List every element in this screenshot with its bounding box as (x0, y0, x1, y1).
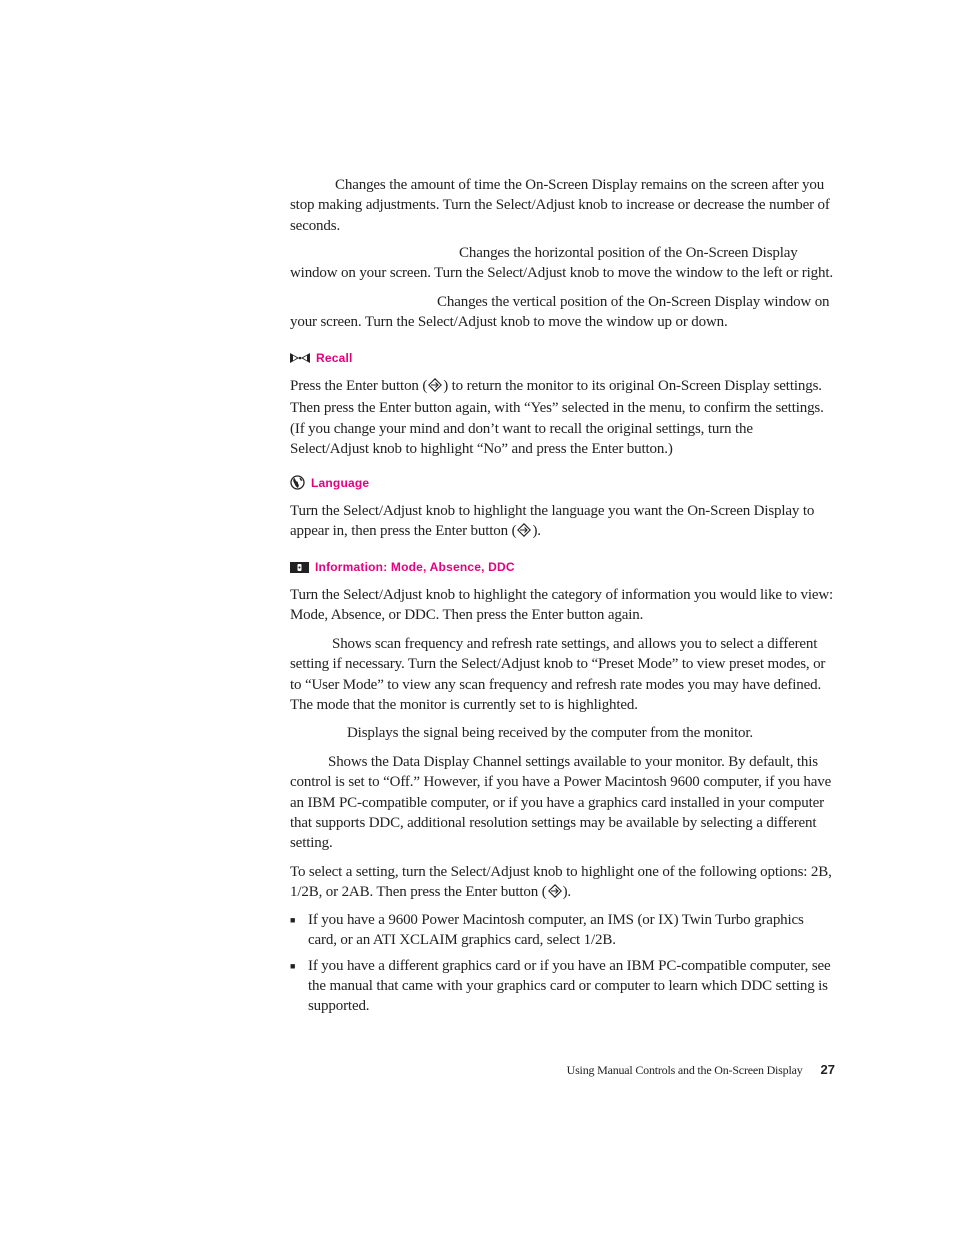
info-icon (290, 562, 309, 573)
absence-paragraph: Displays the signal being received by the computer from the monitor. (347, 725, 753, 742)
information-heading-text: Information: Mode, Absence, DDC (315, 560, 515, 574)
language-text-after: ). (532, 523, 541, 540)
osd-duration-section (290, 175, 835, 236)
page-number: 27 (820, 1062, 835, 1077)
enter-button-icon (428, 378, 442, 398)
language-heading (290, 475, 835, 490)
horizontal-position-section (290, 243, 835, 284)
recall-text-before: Press the Enter button ( (290, 378, 428, 394)
recall-text-after: ) to return the monitor to its original On-Screen Display settings. Then press the Enter button again, with “Yes” selected in the menu, to confirm the settings. (If you change your mind and don’t want to recall the original settings, turn the Select/Adjust knob to highlight “No” and press the Enter button.) (290, 378, 824, 458)
language-text-before: Turn the Select/Adjust knob to highlight the language you want the On-Screen Display to appear in, then press the Enter button ( (290, 503, 815, 540)
ddc-options-list (290, 910, 835, 1017)
osd-duration-paragraph: Changes the amount of time the On-Screen Display remains on the screen after you stop making adjustments. Turn the Select/Adjust knob to increase or decrease the number of seconds. (290, 177, 830, 234)
vertical-position-section (290, 292, 835, 333)
select-setting-paragraph (290, 862, 835, 905)
recall-heading (290, 351, 835, 365)
recall-body (290, 376, 835, 460)
enter-button-icon (517, 523, 531, 543)
horizontal-position-paragraph: Changes the horizontal position of the On-Screen Display window on your screen. Turn the Select/Adjust knob to move the window to the left or right. (290, 245, 833, 282)
enter-button-icon (548, 884, 562, 904)
recall-section (290, 351, 835, 365)
running-title: Using Manual Controls and the On-Screen Display (566, 1063, 803, 1077)
information-heading (290, 560, 835, 574)
recall-heading-text: Recall (316, 351, 353, 365)
mode-paragraph: Shows scan frequency and refresh rate settings, and allows you to select a different setting if necessary. Turn the Select/Adjust knob to “Preset Mode” to view preset modes, or to “User Mode” to view any scan frequency and refresh rate modes you may have defined. The mode that the monitor is currently set to is highlighted. (290, 635, 826, 714)
select-text-after: ). (562, 884, 572, 901)
language-body (290, 501, 835, 544)
language-heading-text: Language (311, 475, 370, 490)
recall-bowtie-icon (290, 353, 310, 363)
globe-icon (290, 475, 305, 490)
language-paragraph (290, 501, 835, 544)
page-footer (540, 1062, 835, 1078)
vertical-position-paragraph: Changes the vertical position of the On-Screen Display window on your screen. Turn the Select/Adjust knob to move the window up or down. (290, 294, 830, 331)
bullet-icon: ■ (290, 960, 296, 971)
bullet-icon: ■ (290, 914, 296, 925)
recall-paragraph (290, 376, 835, 460)
list-item: ■ If you have a different graphics card or if you have an IBM PC-compatible computer, see the manual that came with your graphics card or computer to learn which DDC setting is supported. (290, 957, 831, 1015)
information-section (290, 560, 835, 574)
language-section (290, 475, 835, 490)
select-text-before: To select a setting, turn the Select/Adjust knob to highlight one of the following options: 2B, 1/2B, or 2AB. Then press the Enter button ( (290, 863, 832, 901)
list-item: ■ If you have a 9600 Power Macintosh computer, an IMS (or IX) Twin Turbo graphics card, or an ATI XCLAIM graphics card, select 1/2B. (290, 911, 804, 949)
information-intro: Turn the Select/Adjust knob to highlight the category of information you would like to view: Mode, Absence, or DDC. Then press the Enter button again. (290, 587, 834, 624)
information-body (290, 585, 835, 1017)
ddc-paragraph: Shows the Data Display Channel settings available to your monitor. By default, this control is set to “Off.” However, if you have a Power Macintosh 9600 computer, if you have an IBM PC-compatible computer, or if you have a graphics card installed in your computer that supports DDC, additional resolution settings may be available by selecting a different setting. (290, 753, 832, 852)
